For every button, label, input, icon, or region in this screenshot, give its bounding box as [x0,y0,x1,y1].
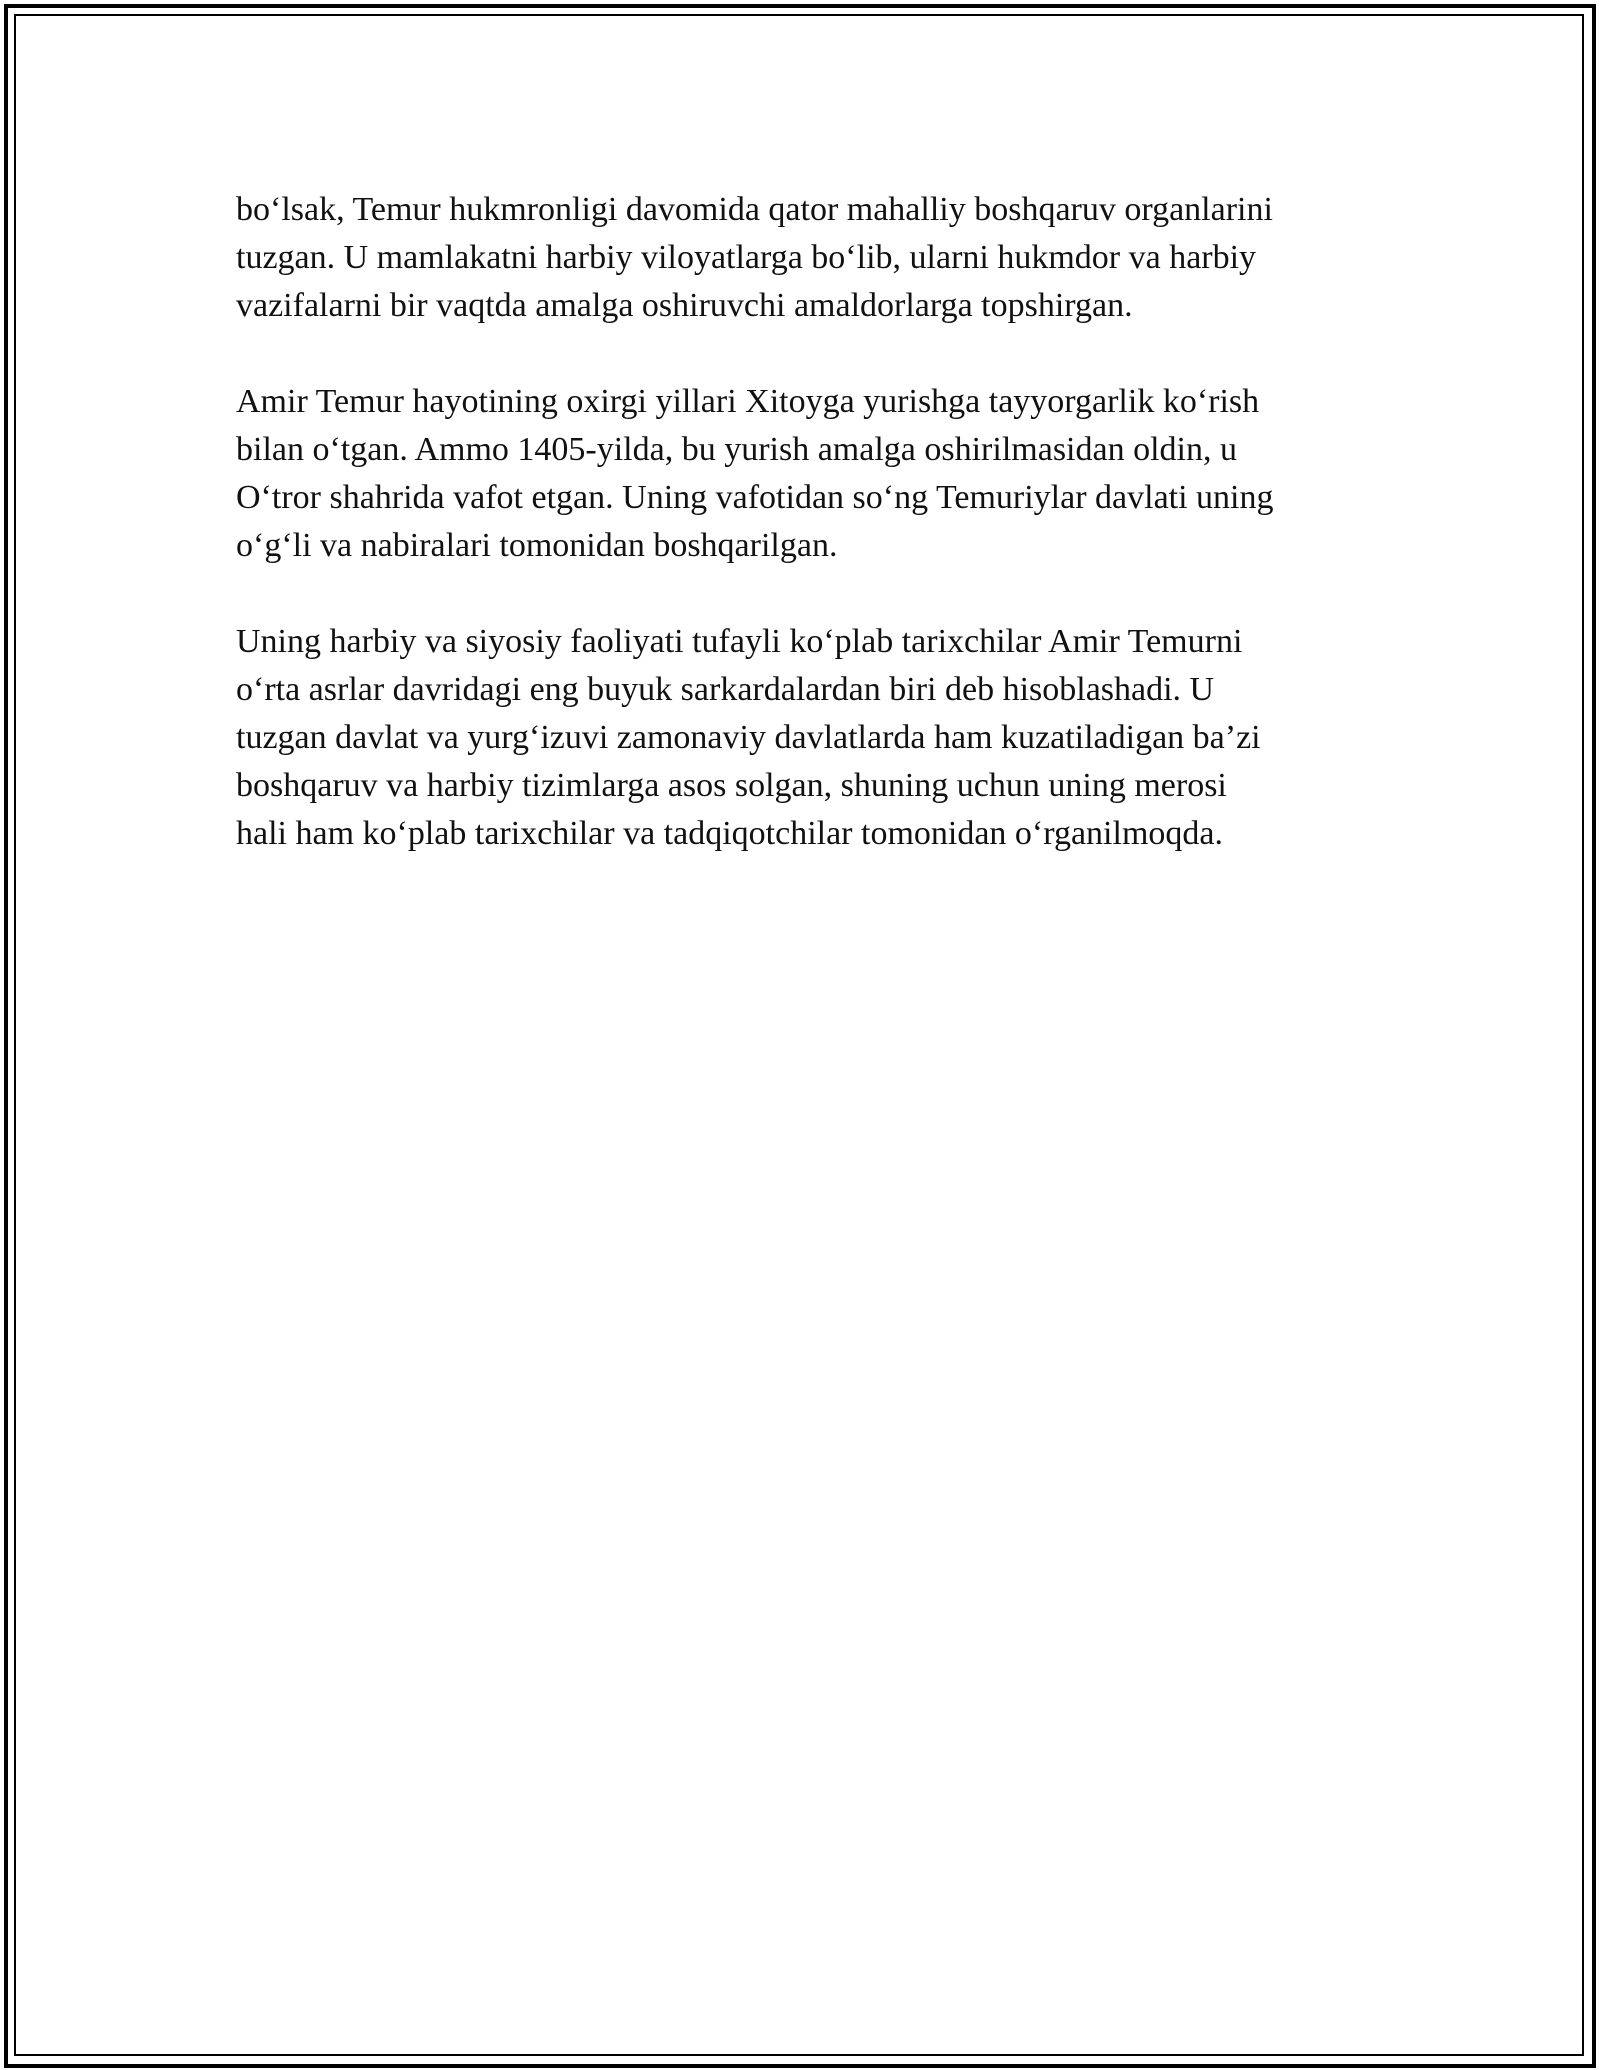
text-line: bo‘lsak, Temur hukmronligi davomida qator mahalliy boshqaruv organlarini [236,191,1273,228]
text-line: bilan o‘tgan. Ammo 1405-yilda, bu yurish amalga oshirilmasidan oldin, u [236,431,1237,468]
text-line: o‘rta asrlar davridagi eng buyuk sarkardalardan biri deb hisoblashadi. U [236,671,1215,708]
paragraph-1 [236,186,1406,330]
paragraph-2 [236,378,1406,570]
text-line: Amir Temur hayotining oxirgi yillari Xitoyga yurishga tayyorgarlik ko‘rish [236,383,1260,420]
text-line: O‘tror shahrida vafot etgan. Uning vafotidan so‘ng Temuriylar davlati uning [236,479,1274,516]
text-line: boshqaruv va harbiy tizimlarga asos solgan, shuning uchun uning merosi [236,767,1227,804]
text-line: Uning harbiy va siyosiy faoliyati tufayli ko‘plab tarixchilar Amir Temurni [236,623,1243,660]
document-body [236,186,1406,906]
paragraph-3 [236,618,1406,858]
text-line: o‘g‘li va nabiralari tomonidan boshqarilgan. [236,527,838,564]
text-line: tuzgan. U mamlakatni harbiy viloyatlarga bo‘lib, ularni hukmdor va harbiy [236,239,1257,276]
text-line: tuzgan davlat va yurg‘izuvi zamonaviy davlatlarda ham kuzatiladigan ba’zi [236,719,1261,756]
text-line: vazifalarni bir vaqtda amalga oshiruvchi amaldorlarga topshirgan. [236,287,1133,324]
text-line: hali ham ko‘plab tarixchilar va tadqiqotchilar tomonidan o‘rganilmoqda. [236,815,1223,852]
